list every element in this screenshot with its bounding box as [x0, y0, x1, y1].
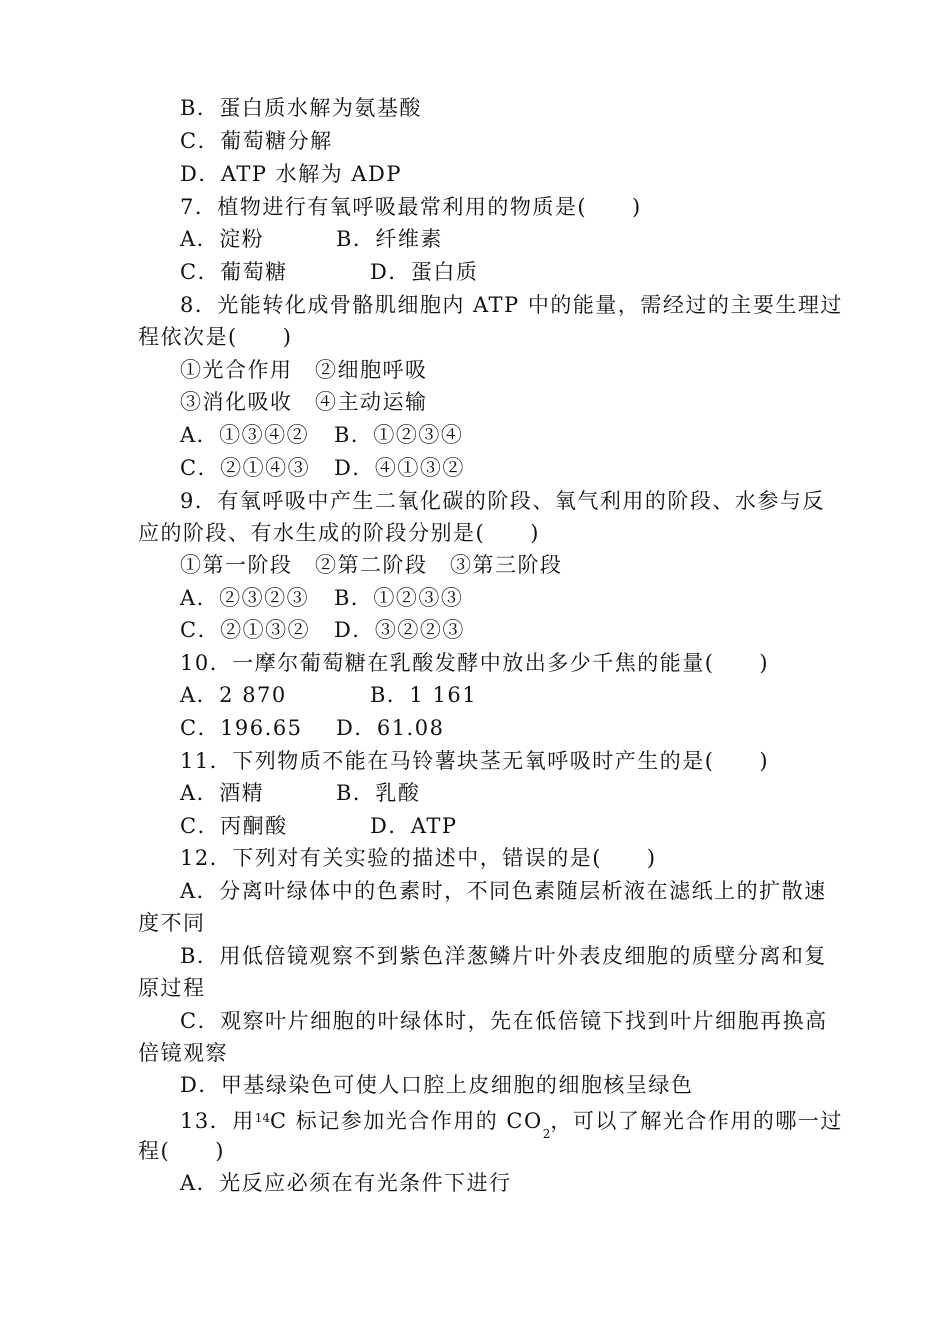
q9-option-d: D．③②②③	[334, 618, 465, 642]
q9-option-a: A．②③②③	[180, 586, 310, 610]
q8-option-b: B．①②③④	[334, 423, 464, 447]
q10-stem: 10．一摩尔葡萄糖在乳酸发酵中放出多少千焦的能量( )	[180, 651, 770, 675]
q13-stem-mid: C 标记参加光合作用的 CO	[270, 1109, 543, 1133]
q13-stem-line1	[180, 1102, 843, 1150]
q12-option-a-line1: A．分离叶绿体中的色素时，不同色素随层析液在滤纸上的扩散速	[180, 879, 827, 903]
q9-option-b: B．①②③③	[334, 586, 464, 610]
q8-stem-line2: 程依次是( )	[138, 325, 293, 349]
q13-stem-line2: 程( )	[138, 1139, 225, 1163]
q7-option-a: A．淀粉	[180, 227, 265, 251]
q10-option-b: B．1 161	[370, 683, 478, 707]
q12-option-d: D．甲基绿染色可使人口腔上皮细胞的细胞核呈绿色	[180, 1073, 694, 1097]
q6-option-d: D．ATP 水解为 ADP	[180, 162, 402, 186]
q7-stem: 7．植物进行有氧呼吸最常利用的物质是( )	[180, 195, 642, 219]
q12-option-b-line2: 原过程	[138, 976, 206, 1000]
q13-stem-suffix: ，可以了解光合作用的哪一过	[550, 1109, 843, 1133]
q11-stem: 11．下列物质不能在马铃薯块茎无氧呼吸时产生的是( )	[180, 749, 770, 773]
q10-option-a: A．2 870	[180, 683, 287, 707]
q13-co2-subscript: 2	[542, 1127, 551, 1141]
q8-option-d: D．④①③②	[334, 456, 465, 480]
q11-option-d: D．ATP	[370, 814, 458, 838]
q13-stem-prefix: 13．用	[180, 1109, 255, 1133]
q13-isotope-mass: 14	[254, 1111, 271, 1125]
q6-option-c: C．葡萄糖分解	[180, 129, 333, 153]
q11-option-c: C．丙酮酸	[180, 814, 288, 838]
q8-stem-line1: 8．光能转化成骨骼肌细胞内 ATP 中的能量，需经过的主要生理过	[180, 293, 843, 317]
q12-option-c-line1: C．观察叶片细胞的叶绿体时，先在低倍镜下找到叶片细胞再换高	[180, 1009, 828, 1033]
q9-option-c: C．②①③②	[180, 618, 311, 642]
q9-stem-line1: 9．有氧呼吸中产生二氧化碳的阶段、氧气利用的阶段、水参与反	[180, 489, 825, 513]
q8-option-a: A．①③④②	[180, 423, 310, 447]
q11-option-a: A．酒精	[180, 781, 265, 805]
q9-items: ①第一阶段 ②第二阶段 ③第三阶段	[180, 553, 563, 577]
q12-stem: 12．下列对有关实验的描述中，错误的是( )	[180, 846, 657, 870]
q9-stem-line2: 应的阶段、有水生成的阶段分别是( )	[138, 521, 540, 545]
q8-option-c: C．②①④③	[180, 456, 311, 480]
q7-option-d: D．蛋白质	[370, 260, 479, 284]
q7-option-c: C．葡萄糖	[180, 260, 288, 284]
q10-option-d: D．61.08	[336, 716, 445, 740]
q12-option-c-line2: 倍镜观察	[138, 1041, 228, 1065]
q13-option-a: A．光反应必须在有光条件下进行	[180, 1171, 512, 1195]
q11-option-b: B．乳酸	[336, 781, 421, 805]
q8-items-line2: ③消化吸收 ④主动运输	[180, 390, 428, 414]
q12-option-b-line1: B．用低倍镜观察不到紫色洋葱鳞片叶外表皮细胞的质壁分离和复	[180, 944, 827, 968]
q8-items-line1: ①光合作用 ②细胞呼吸	[180, 358, 428, 382]
q10-option-c: C．196.65	[180, 716, 303, 740]
q6-option-b: B．蛋白质水解为氨基酸	[180, 96, 422, 120]
q7-option-b: B．纤维素	[336, 227, 443, 251]
q12-option-a-line2: 度不同	[138, 911, 206, 935]
